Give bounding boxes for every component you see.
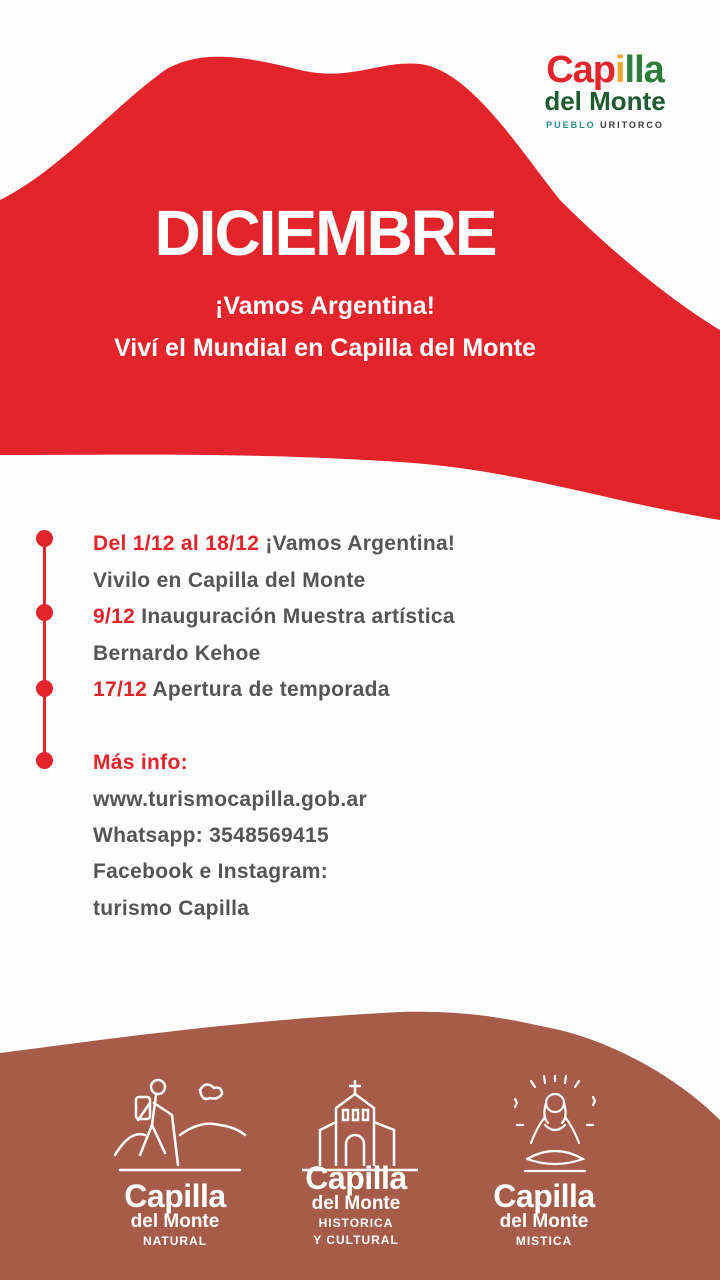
info-whatsapp[interactable]: Whatsapp: 3548569415 xyxy=(93,824,329,847)
subtitle-mundial: Viví el Mundial en Capilla del Monte xyxy=(114,334,536,362)
event-3-title: Apertura de temporada xyxy=(152,678,390,701)
hiker-icon xyxy=(110,1075,250,1175)
brand-mistica-name: Capilla xyxy=(493,1178,595,1214)
brand-natural-sub: del Monte xyxy=(130,1211,220,1232)
event-2-title: Inauguración Muestra artística xyxy=(141,605,455,628)
church-icon xyxy=(300,1078,420,1173)
capilla-logo xyxy=(520,50,690,130)
meditation-icon xyxy=(505,1075,605,1175)
brand-mistica xyxy=(454,1180,634,1249)
brand-historica-name: Capilla xyxy=(305,1160,407,1196)
info-social-handle: turismo Capilla xyxy=(93,897,250,920)
brand-historica-tag2: Y CULTURAL xyxy=(313,1233,399,1247)
event-3-date: 17/12 xyxy=(93,678,148,701)
brand-historica-tag1: HISTORICA xyxy=(318,1216,394,1230)
brand-historica xyxy=(266,1162,446,1248)
brand-natural-tag: NATURAL xyxy=(142,1234,208,1248)
brand-mistica-tag: MISTICA xyxy=(515,1234,573,1248)
event-1-title: ¡Vamos Argentina! xyxy=(265,532,456,555)
info-website[interactable]: www.turismocapilla.gob.ar xyxy=(93,788,367,811)
brand-mistica-sub: del Monte xyxy=(499,1211,589,1232)
event-1-date: Del 1/12 al 18/12 xyxy=(93,532,260,555)
info-title: Más info: xyxy=(93,751,188,774)
event-1-line1 xyxy=(93,532,455,556)
logo-i: i xyxy=(614,49,625,91)
logo-tagline xyxy=(520,120,690,130)
logo-lla: lla xyxy=(624,49,664,91)
timeline-line xyxy=(43,538,46,762)
logo-tag-uritorco: URITORCO xyxy=(600,120,664,130)
timeline-dot xyxy=(36,680,53,697)
event-2-line1 xyxy=(93,605,455,629)
month-title: DICIEMBRE xyxy=(154,197,496,269)
logo-tag-pueblo: PUEBLO xyxy=(546,120,596,130)
logo-del-monte: del Monte xyxy=(544,86,666,116)
brand-historica-sub: del Monte xyxy=(311,1193,401,1214)
subtitle-vamos: ¡Vamos Argentina! xyxy=(215,292,435,320)
event-1-line2: Vivilo en Capilla del Monte xyxy=(93,569,366,592)
logo-cap: Cap xyxy=(546,49,615,91)
timeline-dot xyxy=(36,604,53,621)
timeline-dot xyxy=(36,752,53,769)
brand-natural xyxy=(85,1180,265,1249)
event-3-line1 xyxy=(93,678,390,702)
event-2-date: 9/12 xyxy=(93,605,136,628)
timeline-dot xyxy=(36,530,53,547)
event-2-line2: Bernardo Kehoe xyxy=(93,642,261,665)
brand-natural-name: Capilla xyxy=(124,1178,226,1214)
info-social-label: Facebook e Instagram: xyxy=(93,860,329,883)
